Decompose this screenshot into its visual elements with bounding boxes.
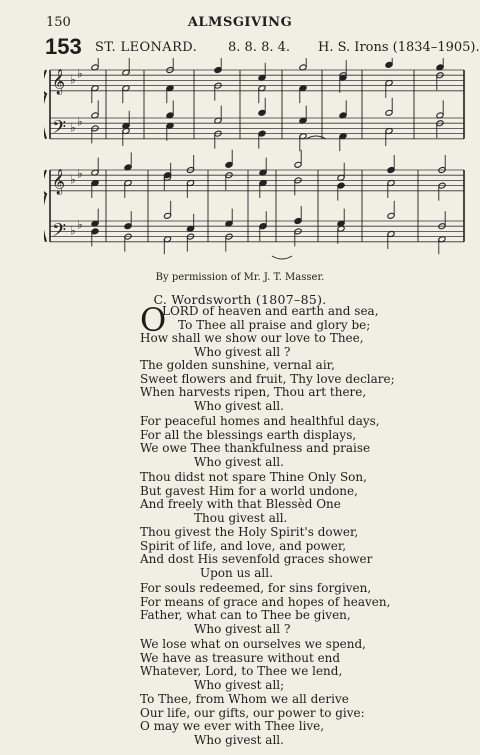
running-head: ALMSGIVING	[187, 15, 293, 30]
drop-cap: O	[140, 301, 167, 339]
stanza-line: LORD of heaven and earth and sea,	[162, 304, 379, 318]
stanza	[140, 415, 380, 470]
stanza-line: And freely with that Blessèd One	[140, 497, 341, 512]
stanza	[140, 471, 367, 526]
stanza	[140, 359, 395, 414]
stanza-line: For means of grace and hopes of heaven,	[140, 594, 391, 609]
stanza	[140, 582, 390, 637]
stanza-line: Father, what can to Thee be given,	[140, 608, 351, 623]
treble-clef-icon: 𝄞	[52, 69, 66, 95]
stanza-line: For all the blessings earth displays,	[140, 427, 357, 442]
meter: 8. 8. 8. 4.	[228, 40, 291, 55]
stanza-line: For souls redeemed, for sins forgiven,	[140, 581, 372, 595]
stanza	[140, 638, 366, 693]
stanza-line: Who givest all ?	[194, 345, 291, 360]
page-number: 150	[46, 15, 71, 30]
stanza-line: Thou didst not spare Thine Only Son,	[140, 470, 367, 484]
stanza-line: Whatever, Lord, to Thee we lend,	[140, 664, 343, 679]
stanza-line: Who givest all.	[194, 399, 284, 414]
stanza-line: Thou givest the Holy Spirit's dower,	[140, 525, 359, 539]
stanza	[140, 693, 365, 748]
composer: H. S. Irons (1834–1905).	[318, 40, 480, 55]
tune-name: ST. LEONARD.	[95, 40, 198, 55]
stanza-line: We lose what on ourselves we spend,	[140, 637, 366, 651]
stanza-line: And dost His sevenfold graces shower	[140, 552, 373, 567]
stanza-line: We owe Thee thankfulness and praise	[140, 441, 371, 456]
stanza-line: Thou givest all.	[194, 511, 288, 526]
bass-clef-icon: 𝄢	[52, 117, 67, 143]
music-score	[44, 58, 472, 263]
stanza-line: Who givest all;	[194, 678, 285, 693]
stanza-line: Sweet flowers and fruit, Thy love declare;	[140, 371, 395, 386]
stanza-line: When harvests ripen, Thou art there,	[140, 385, 367, 400]
stanza-line: Our life, our gifts, our power to give:	[140, 705, 365, 720]
stanza	[140, 301, 379, 360]
flat-sign: ♭	[70, 72, 76, 87]
stanza-line: Who givest all.	[194, 733, 284, 748]
author-credit: C. Wordsworth (1807–85).	[153, 292, 327, 307]
stanza-line: Spirit of life, and love, and power,	[140, 538, 347, 553]
stanza-line: For peaceful homes and healthful days,	[140, 414, 380, 428]
stanza-line: O may we ever with Thee live,	[140, 719, 325, 734]
treble-clef-icon: 𝄞	[52, 169, 66, 195]
stanza-line: Who givest all.	[194, 455, 284, 470]
stanza	[140, 526, 372, 581]
stanza-line: Upon us all.	[200, 566, 273, 581]
flat-sign: ♭	[77, 166, 83, 181]
stanza-line: But gavest Him for a world undone,	[140, 483, 358, 498]
fermata-icon	[272, 256, 292, 259]
stanza-line: The golden sunshine, vernal air,	[140, 358, 335, 372]
flat-sign: ♭	[70, 223, 76, 238]
stanza-line: To Thee, from Whom we all derive	[140, 692, 349, 706]
stanza-line: We have as treasure without end	[140, 650, 341, 665]
system-brace	[44, 170, 46, 242]
flat-sign: ♭	[70, 172, 76, 187]
hymn-number: 153	[45, 34, 82, 59]
bass-clef-icon: 𝄢	[52, 220, 67, 246]
flat-sign: ♭	[70, 120, 76, 135]
stanza-line: Who givest all ?	[194, 622, 291, 637]
stanza-line: To Thee all praise and glory be;	[178, 317, 371, 332]
flat-sign: ♭	[77, 217, 83, 232]
flat-sign: ♭	[77, 114, 83, 129]
stanza-line: How shall we show our love to Thee,	[140, 331, 364, 346]
flat-sign: ♭	[77, 66, 83, 81]
system-brace	[44, 70, 46, 139]
permission-note: By permission of Mr. J. T. Masser.	[155, 272, 325, 283]
